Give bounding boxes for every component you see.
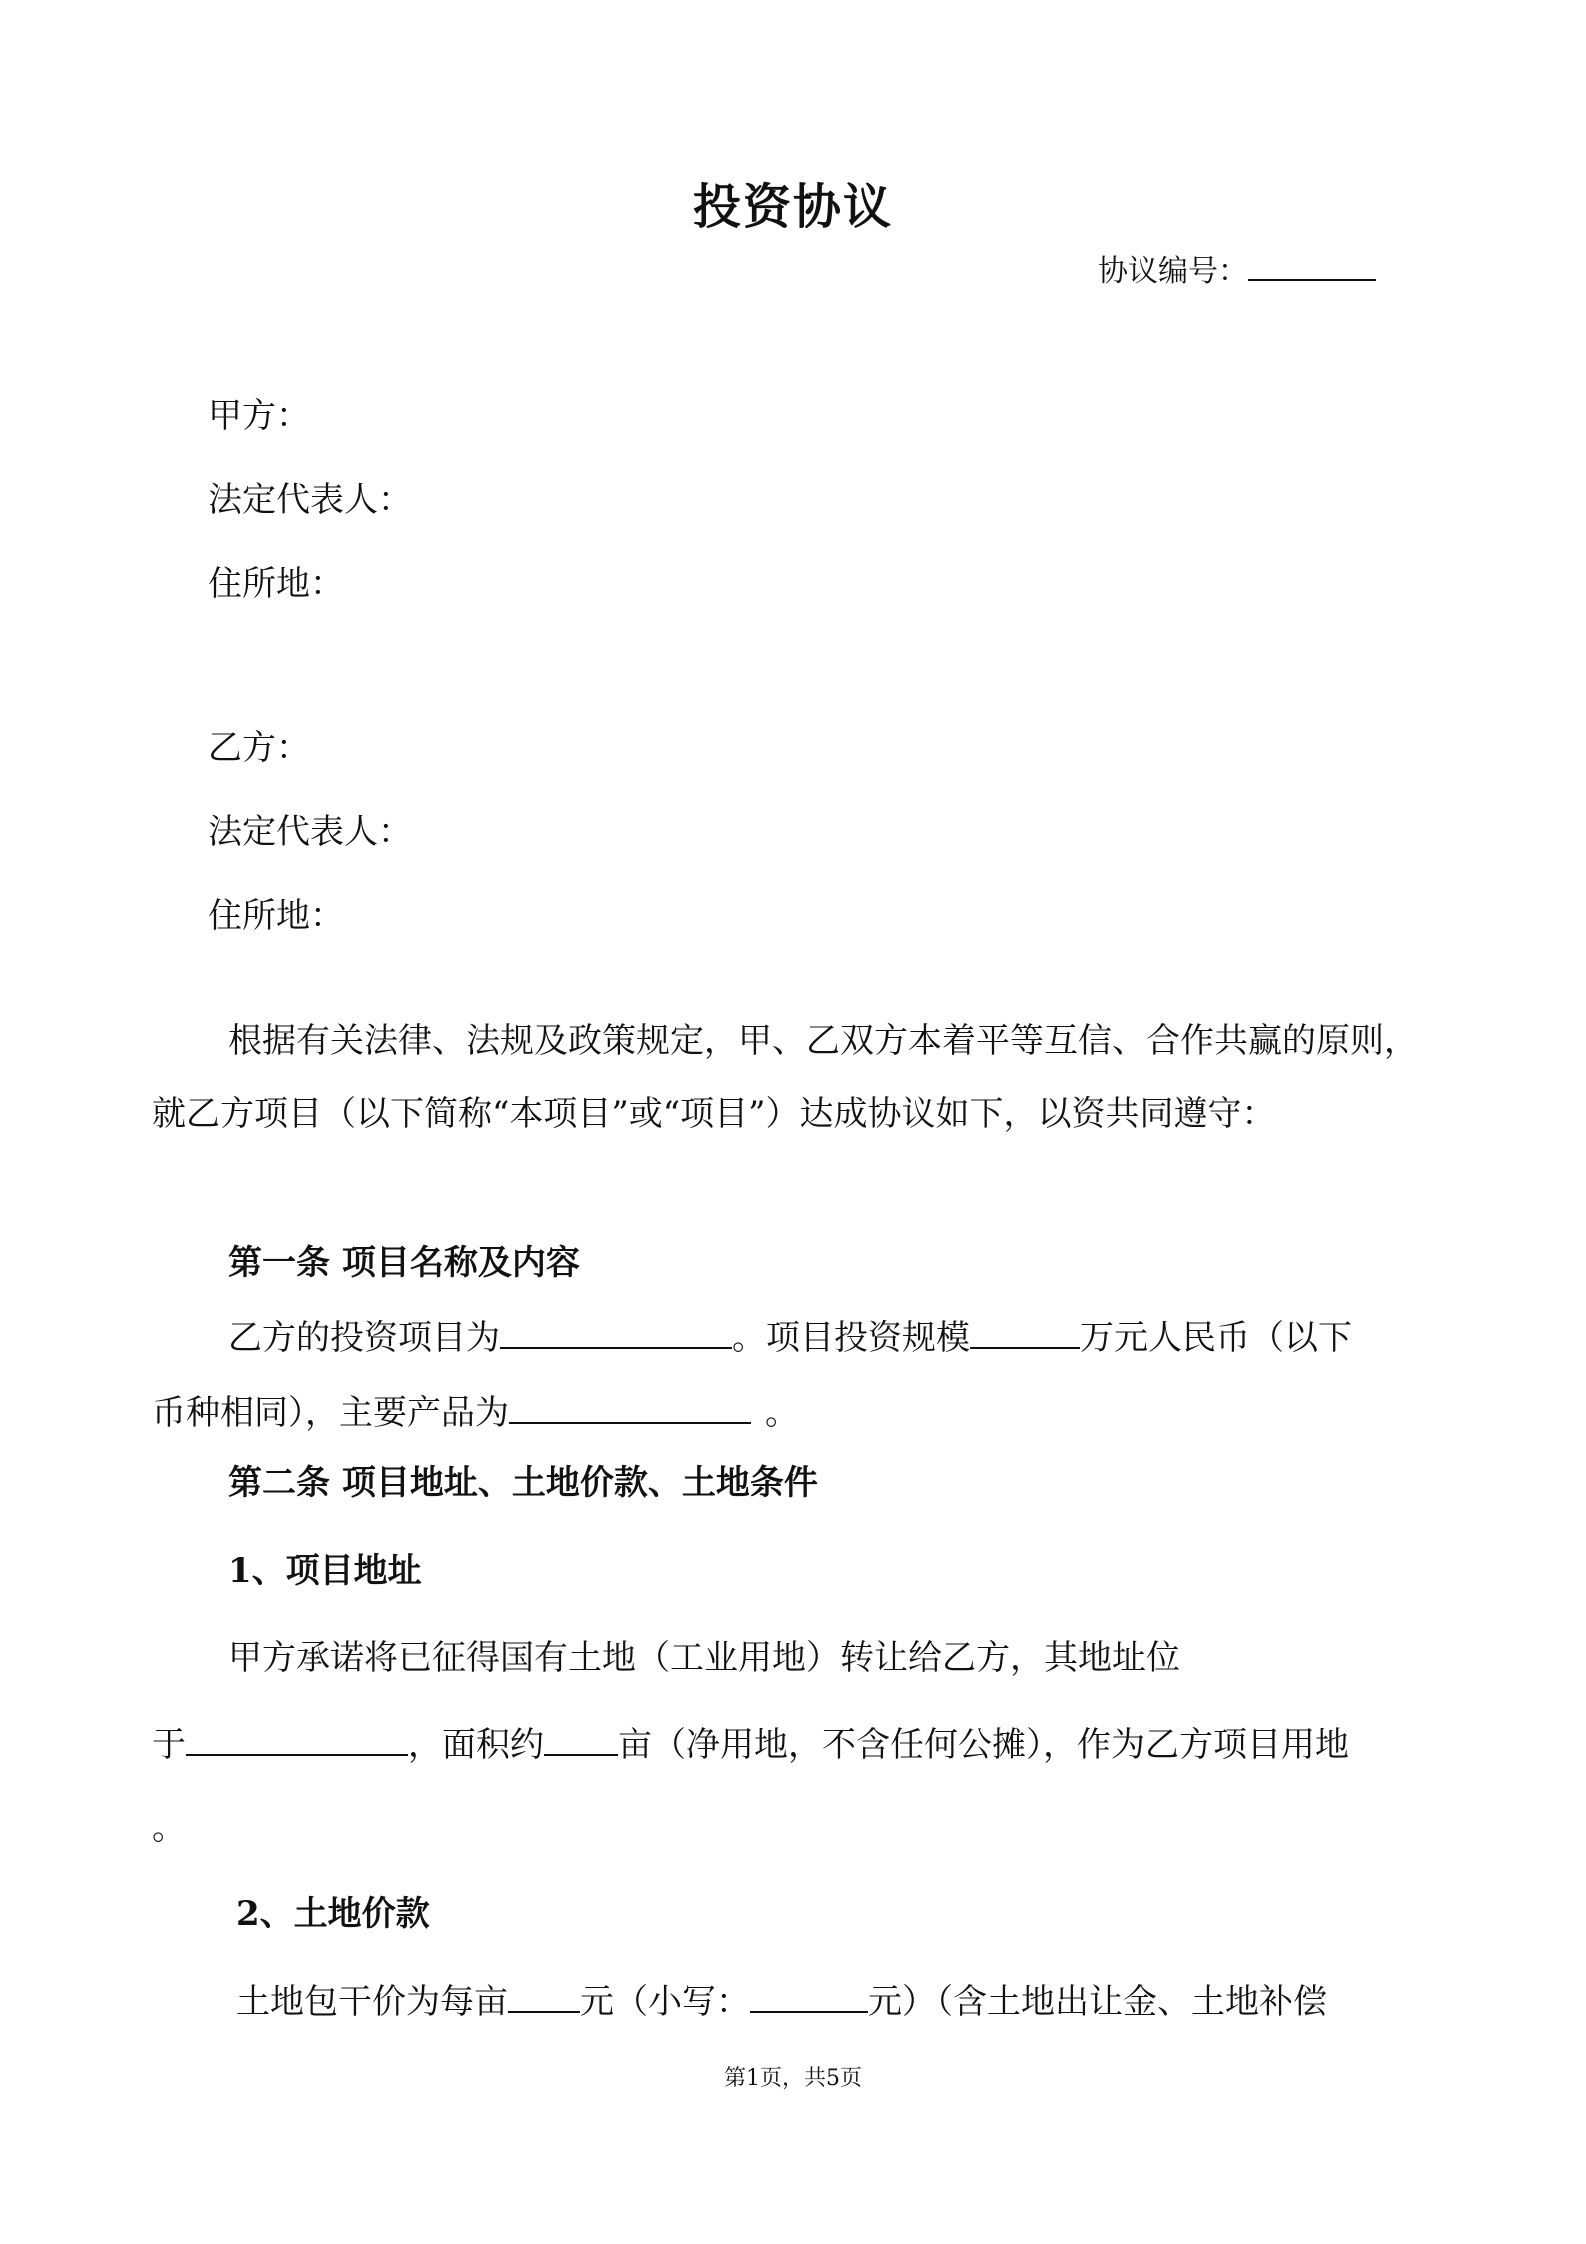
price-lowercase-blank: [750, 1975, 868, 2013]
party-a-rep-label: 法定代表人：: [208, 480, 412, 520]
address-prefix: 于: [152, 1725, 186, 1765]
section-2-line-1: [236, 1974, 1327, 2023]
main-product-blank: [509, 1386, 751, 1424]
main-product-label: 币种相同），主要产品为: [152, 1393, 509, 1433]
party-b-rep-label: 法定代表人：: [208, 812, 412, 852]
section-1-heading: 1、项目地址: [228, 1551, 422, 1591]
area-blank: [544, 1718, 618, 1756]
section-1-line-2: [152, 1717, 1349, 1766]
agreement-number-label: 协议编号：: [1098, 254, 1248, 289]
article-1-line-2: [152, 1385, 799, 1434]
currency-text: 万元人民币（以下: [1080, 1318, 1352, 1358]
line-end-period: 。: [765, 1393, 799, 1433]
project-name-label: 乙方的投资项目为: [228, 1318, 500, 1358]
party-a-label: 甲方：: [208, 396, 310, 436]
document-title: 投资协议: [692, 179, 893, 235]
area-label: ，面积约: [408, 1725, 544, 1765]
article-1-heading: 第一条 项目名称及内容: [228, 1243, 580, 1283]
page-number: 第1页，共5页: [724, 2066, 862, 2091]
party-a-address-label: 住所地：: [208, 564, 344, 604]
investment-scale-blank: [970, 1311, 1080, 1349]
investment-scale-label: 。项目投资规模: [732, 1318, 970, 1358]
project-name-blank: [500, 1311, 732, 1349]
preamble-paragraph: 根据有关法律、法规及政策规定，甲、乙双方本着平等互信、合作共赢的原则，就乙方项目（以下简称“本项目”或“项目”）达成协议如下，以资共同遵守：: [152, 1021, 1418, 1134]
address-blank: [186, 1718, 408, 1756]
agreement-number: [1098, 246, 1376, 290]
price-lowercase-label: 元（小写：: [580, 1982, 750, 2022]
party-b-label: 乙方：: [208, 728, 310, 768]
agreement-number-blank: [1248, 248, 1376, 282]
article-2-heading: 第二条 项目地址、土地价款、土地条件: [228, 1463, 818, 1503]
party-b-address-label: 住所地：: [208, 896, 344, 936]
section-1-line-1: 甲方承诺将已征得国有土地（工业用地）转让给乙方，其地址位: [228, 1638, 1180, 1678]
area-unit-text: 亩（净用地，不含任何公摊），作为乙方项目用地: [618, 1725, 1349, 1765]
section-2-heading: 2、土地价款: [236, 1894, 430, 1934]
price-per-mu-label: 土地包干价为每亩: [236, 1982, 508, 2022]
price-per-mu-blank: [508, 1975, 580, 2013]
article-1-line-1: [228, 1310, 1352, 1359]
section-1-line-3: 。: [152, 1808, 186, 1848]
price-includes-text: 元）（含土地出让金、土地补偿: [868, 1982, 1327, 2022]
